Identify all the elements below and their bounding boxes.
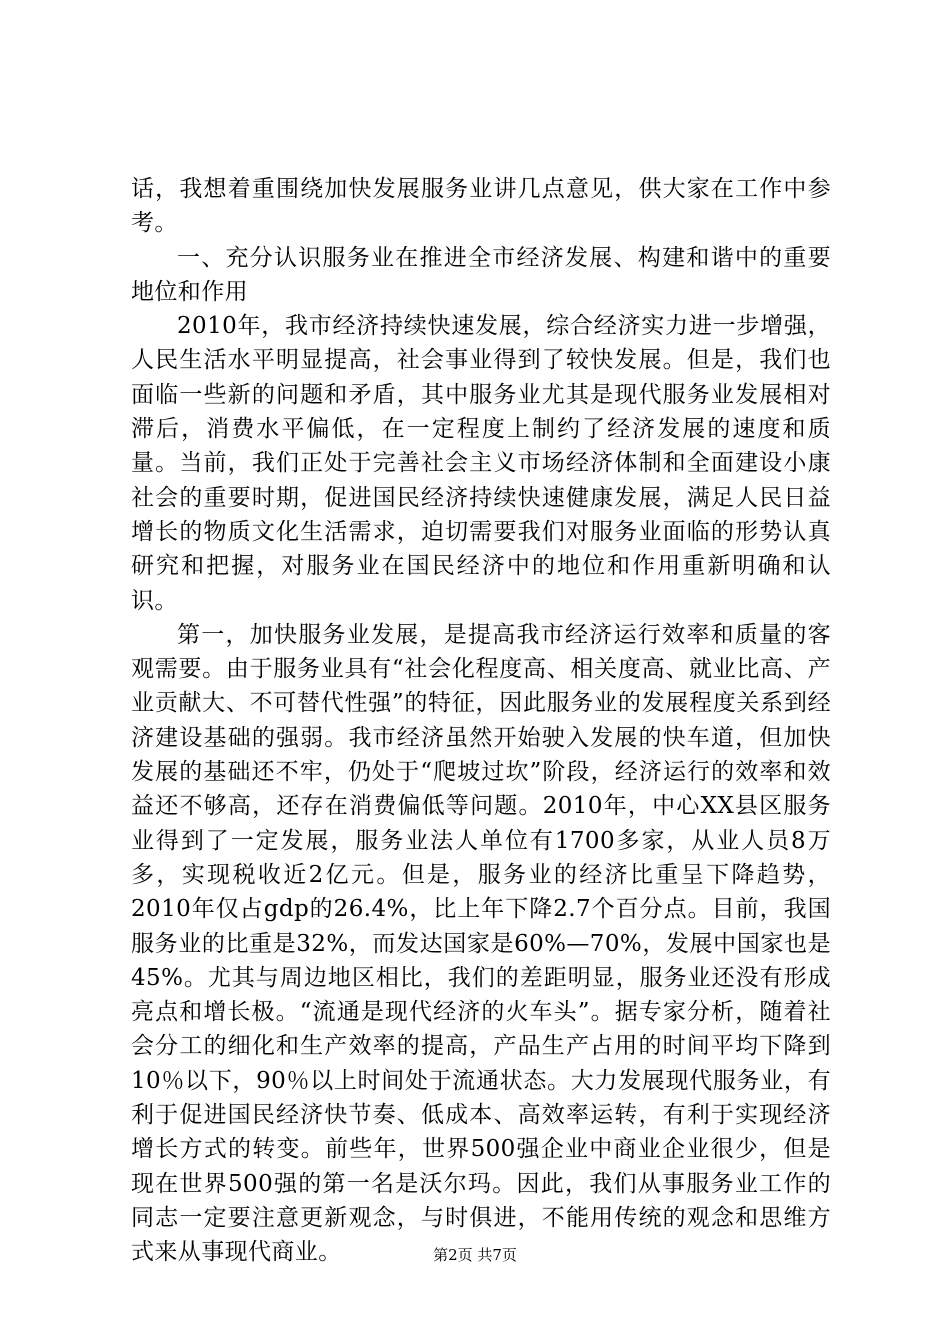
paragraph-continuation: 话，我想着重围绕加快发展服务业讲几点意见，供大家在工作中参考。 xyxy=(131,176,831,237)
paragraph-first-point: 第一，加快服务业发展，是提高我市经济运行效率和质量的客观需要。由于服务业具有“社会化程度高、相关度高、就业比高、产业贡献大、不可替代性强”的特征，因此服务业的发展程度关系到经济建设基础的强弱。我市经济虽然开始驶入发展的快车道，但加快发展的基础还不牢，仍处于“爬坡过坎”阶段，经济运行的效率和效益还不够高，还存在消费偏低等问题。2010年，中心XX县区服务业得到了一定发展，服务业法人单位有1700多家，从业人员8万多，实现税收近2亿元。但是，服务业的经济比重呈下降趋势，2010年仅占gdp的26.4%，比上年下降2.7个百分点。目前，我国服务业的比重是32%，而发达国家是60%—70%，发展中国家也是45%。尤其与周边地区相比，我们的差距明显，服务业还没有形成亮点和增长极。“流通是现代经济的火车头”。据专家分析，随着社会分工的细化和生产效率的提高，产品生产占用的时间平均下降到10％以下，90％以上时间处于流通状态。大力发展现代服务业，有利于促进国民经济快节奏、低成本、高效率运转，有利于实现经济增长方式的转变。前些年，世界500强企业中商业企业很少，但是现在世界500强的第一名是沃尔玛。因此，我们从事服务业工作的同志一定要注意更新观念，与时俱进，不能用传统的观念和思维方式来从事现代商业。 xyxy=(131,621,831,1266)
page-number: 第2页 共7页 xyxy=(433,1246,517,1264)
paragraph-overview: 2010年，我市经济持续快速发展，综合经济实力进一步增强，人民生活水平明显提高，社会事业得到了较快发展。但是，我们也面临一些新的问题和矛盾，其中服务业尤其是现代服务业发展相对滞后，消费水平偏低，在一定程度上制约了经济发展的速度和质量。当前，我们正处于完善社会主义市场经济体制和全面建设小康社会的重要时期，促进国民经济持续快速健康发展，满足人民日益增长的物质文化生活需求，迫切需要我们对服务业面临的形势认真研究和把握，对服务业在国民经济中的地位和作用重新明确和认识。 xyxy=(131,313,831,614)
section-heading: 一、充分认识服务业在推进全市经济发展、构建和谐中的重要地位和作用 xyxy=(131,244,831,305)
document-body xyxy=(131,172,831,1270)
page-footer xyxy=(0,1245,950,1265)
